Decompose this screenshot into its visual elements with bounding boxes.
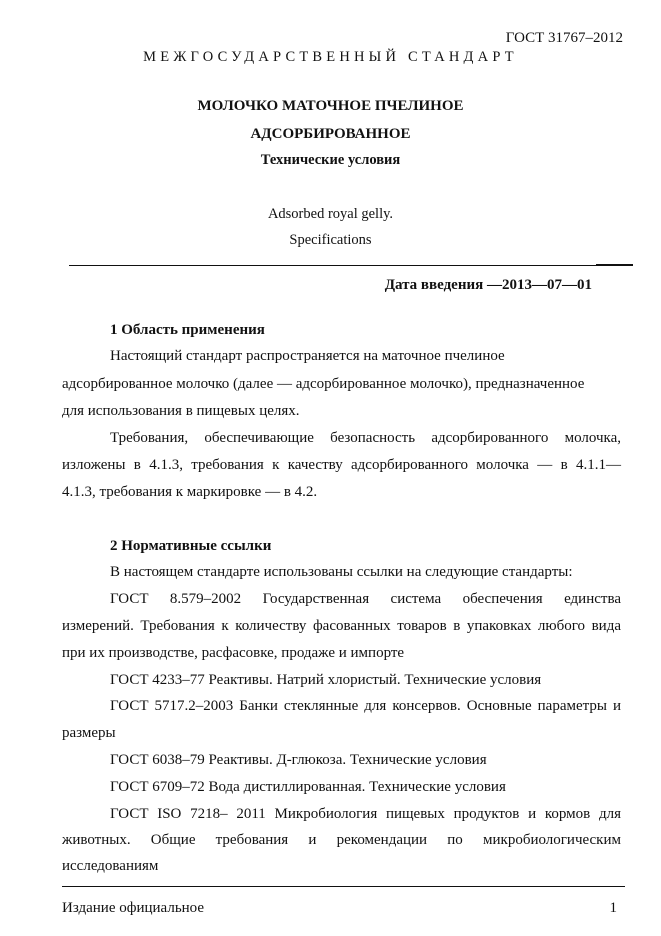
- section-1-p1-line-3: для использования в пищевых целях.: [62, 403, 300, 419]
- introduction-date: Дата введения —2013—07—01: [384, 277, 592, 293]
- english-title-line-1: Adsorbed royal gelly.: [267, 206, 394, 222]
- title-line-2: АДСОРБИРОВАННОЕ: [250, 126, 411, 142]
- section-1-p1-line-2: адсорбированное молочко (далее — адсорбированное молочко), предназначенное: [62, 376, 585, 392]
- section-1-p2-line-2: изложены в 4.1.3, требования к качеству адсорбированного молочка — в 4.1.1—: [62, 457, 621, 473]
- title-divider-accent: [596, 264, 633, 266]
- english-title-line-2: Specifications: [289, 232, 372, 248]
- section-1-p2-line-1: Требования, обеспечивающие безопасность адсорбированного молочка,: [110, 430, 621, 446]
- footer-divider: [62, 886, 625, 887]
- title-subtitle: Технические условия: [260, 152, 401, 168]
- reference-item: ГОСТ 8.579–2002 Государственная система обеспечения единства: [110, 591, 621, 607]
- document-code: ГОСТ 31767–2012: [505, 30, 623, 46]
- reference-item: ГОСТ ISO 7218– 2011 Микробиология пищевых продуктов и кормов для: [110, 806, 621, 822]
- reference-item: при их производстве, расфасовке, продаже и импорте: [62, 645, 405, 661]
- title-line-1: МОЛОЧКО МАТОЧНОЕ ПЧЕЛИНОЕ: [197, 98, 464, 114]
- reference-item: измерений. Требования к количеству фасованных товаров в упаковках любого вида: [62, 618, 621, 634]
- reference-item: животных. Общие требования и рекомендации по микробиологическим: [62, 832, 621, 848]
- reference-item: ГОСТ 6709–72 Вода дистиллированная. Технические условия: [110, 779, 506, 795]
- edition-label: Издание официальное: [62, 900, 205, 916]
- section-1-heading: 1 Область применения: [110, 322, 265, 338]
- section-1-p2-line-3: 4.1.3, требования к маркировке — в 4.2.: [62, 484, 318, 500]
- section-1-p1-line-1: Настоящий стандарт распространяется на маточное пчелиное: [110, 348, 505, 364]
- page-number: 1: [609, 900, 617, 916]
- section-2-heading: 2 Нормативные ссылки: [110, 538, 272, 554]
- title-divider: [69, 265, 604, 266]
- reference-item: исследованиям: [62, 858, 159, 874]
- reference-item: ГОСТ 5717.2–2003 Банки стеклянные для консервов. Основные параметры и: [110, 698, 621, 714]
- section-2-intro: В настоящем стандарте использованы ссылки на следующие стандарты:: [110, 564, 573, 580]
- reference-item: ГОСТ 6038–79 Реактивы. Д-глюкоза. Технические условия: [110, 752, 487, 768]
- standard-banner: МЕЖГОСУДАРСТВЕННЫЙ СТАНДАРТ: [143, 49, 518, 65]
- reference-item: размеры: [62, 725, 116, 741]
- reference-item: ГОСТ 4233–77 Реактивы. Натрий хлористый. Технические условия: [110, 672, 542, 688]
